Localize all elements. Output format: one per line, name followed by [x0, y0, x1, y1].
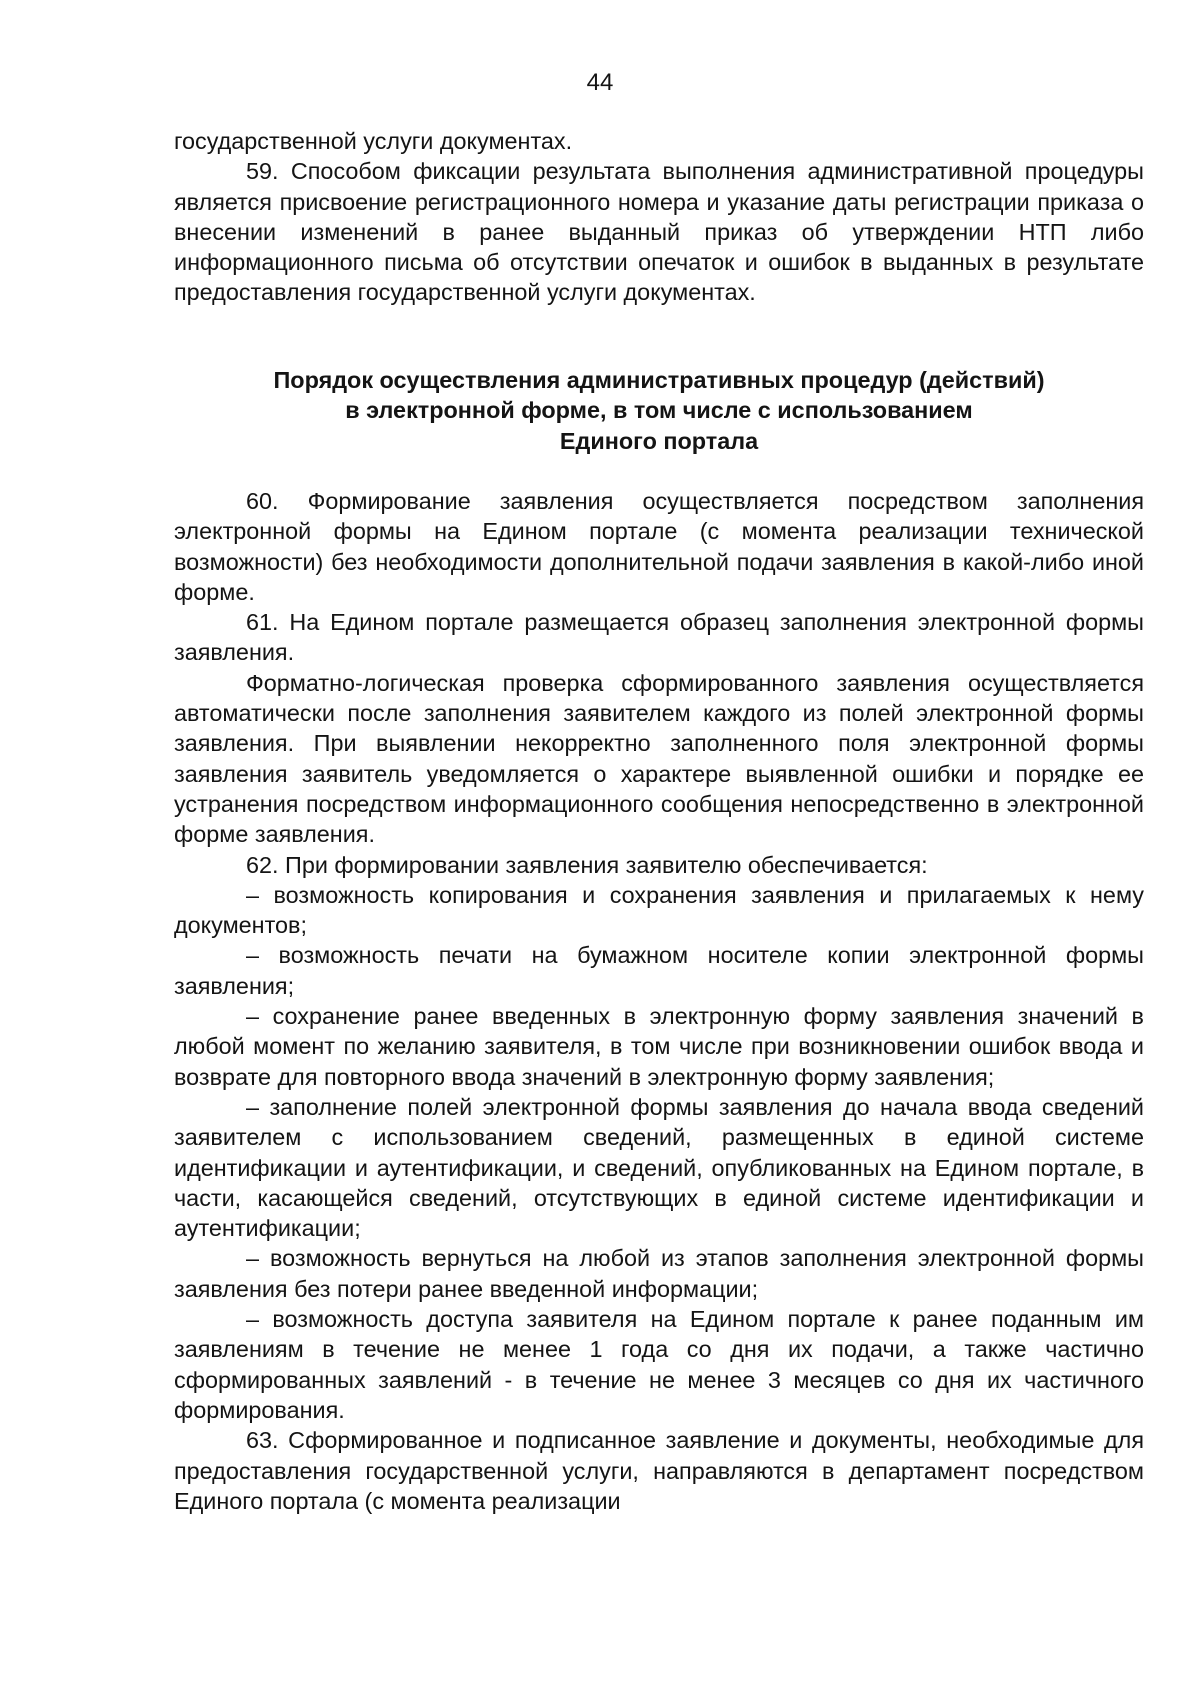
paragraph-62: 62. При формировании заявления заявителю обеспечивается: [246, 851, 928, 878]
paragraph-61: 61. На Едином портале размещается образец заполнения электронной формы заявления. [174, 609, 1144, 666]
paragraph-60: 60. Формирование заявления осуществляется посредством заполнения электронной формы на Едином портале (с момента реализации технической возможности) без необходимости дополнительной подачи заявления в какой-либо иной форме. [174, 488, 1144, 605]
paragraph-63: 63. Сформированное и подписанное заявление и документы, необходимые для предоставления государственной услуги, направляются в департамент посредством Единого портала (с момента реализации [174, 1427, 1144, 1514]
list-item-copy: – возможность копирования и сохранения заявления и прилагаемых к нему документов; [174, 881, 1144, 939]
paragraph-59: 59. Способом фиксации результата выполнения административной процедуры является присвоение регистрационного номера и указание даты регистрации приказа о внесении изменений в ранее выданный приказ об утверждении НТП либо информационного письма об отсутствии опечаток и ошибок в выданных в результате предоставления государственной услуги документах. [174, 158, 1144, 306]
page-number: 44 [586, 69, 614, 96]
list-item-access: – возможность доступа заявителя на Едином портале к ранее поданным им заявлениям в течение не менее 1 года со дня их подачи, а также частично сформированных заявлений - в течение не менее 3 месяцев со дня их частичного формирования. [174, 1306, 1144, 1423]
list-item-prefill: – заполнение полей электронной формы заявления до начала ввода сведений заявителем с использованием сведений, размещенных в единой системе идентификации и аутентификации, и сведений, опубликованных на Едином портале, в части, касающейся сведений, отсутствующих в единой системе идентификации и аутентификации; [174, 1093, 1144, 1242]
main-text-block [174, 486, 1144, 1516]
top-text-block [174, 126, 1144, 308]
section-heading-line-1: Порядок осуществления административных процедур (действий) [273, 367, 1045, 393]
section-heading-line-2: в электронной форме, в том числе с использованием [345, 397, 973, 424]
section-heading [174, 365, 1144, 456]
paragraph-format-check: Форматно-логическая проверка сформированного заявления осуществляется автоматически после заполнения заявителем каждого из полей электронной формы заявления. При выявлении некорректно заполненного поля электронной формы заявления заявитель уведомляется о характере выявленной ошибки и порядке ее устранения посредством информационного сообщения непосредственно в электронной форме заявления. [174, 669, 1144, 848]
list-item-save: – сохранение ранее введенных в электронную форму заявления значений в любой момент по желанию заявителя, в том числе при возникновении ошибок ввода и возврате для повторного ввода значений в электронную форму заявления; [174, 1003, 1144, 1090]
list-item-return: – возможность вернуться на любой из этапов заполнения электронной формы заявления без потери ранее введенной информации; [174, 1245, 1144, 1302]
paragraph-continuation: государственной услуги документах. [174, 128, 573, 154]
section-heading-line-3: Единого портала [559, 427, 759, 454]
list-item-print: – возможность печати на бумажном носителе копии электронной формы заявления; [174, 942, 1144, 999]
